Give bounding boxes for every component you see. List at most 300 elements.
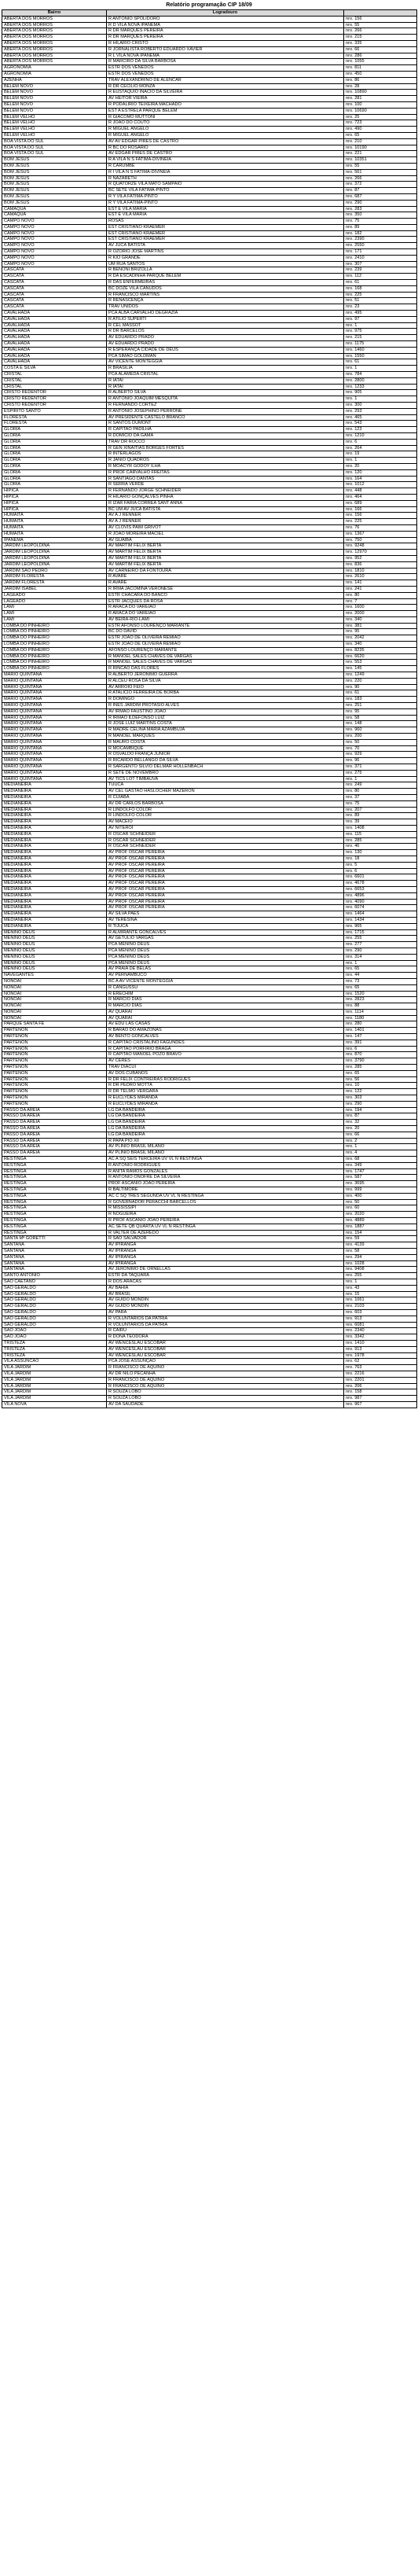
cell-logradouro: AV QUARAI: [107, 1015, 344, 1021]
table-row: [2, 274, 417, 280]
cell-logradouro: AV PERNAMBUCO: [107, 973, 344, 979]
cell-logradouro: R CAPITAO MANOEL POZO BRAVO: [107, 1052, 344, 1058]
cell-bairro: GLORIA: [2, 439, 107, 445]
cell-logradouro: R RICARDO BELLANGO DA SILVA: [107, 758, 344, 764]
table-row: [2, 605, 417, 611]
table-row: [2, 285, 417, 292]
cell-bairro: BELEM VELHO: [2, 114, 107, 120]
cell-logradouro: AV GUAIBA: [107, 537, 344, 543]
cell-bairro: RESTINGA: [2, 1199, 107, 1205]
cell-numero: nro. 350: [344, 212, 417, 219]
cell-bairro: AGRONOMIA: [2, 71, 107, 77]
cell-logradouro: R MOACYR GODOY ILHA: [107, 463, 344, 469]
cell-numero: nro. 97: [344, 316, 417, 322]
cell-numero: nro. 952: [344, 555, 417, 561]
table-row: [2, 469, 417, 476]
cell-logradouro: R KIO GRANDE: [107, 255, 344, 261]
cell-numero: nro. 147: [344, 1034, 417, 1040]
table-row: [2, 408, 417, 414]
cell-logradouro: R OSCAR SCHNEIDER: [107, 831, 344, 837]
table-row: [2, 1316, 417, 1322]
cell-bairro: MARIO QUINTANA: [2, 758, 107, 764]
table-row: [2, 96, 417, 102]
table-row: [2, 1157, 417, 1163]
table-row: [2, 1205, 417, 1212]
cell-bairro: MENINO DEUS: [2, 929, 107, 936]
table-row: [2, 1304, 417, 1310]
cell-bairro: MARIO QUINTANA: [2, 752, 107, 758]
table-row: [2, 329, 417, 335]
cell-logradouro: AV IPIRANGA: [107, 1260, 344, 1267]
table-row: [2, 690, 417, 697]
cell-bairro: RESTINGA: [2, 1181, 107, 1187]
table-row: [2, 188, 417, 194]
cell-bairro: MARIO QUINTANA: [2, 708, 107, 715]
cell-numero: nro. 1747: [344, 1168, 417, 1175]
cell-bairro: MENINO DEUS: [2, 936, 107, 942]
cell-logradouro: LG DA BANDEIRA: [107, 1132, 344, 1138]
cell-logradouro: R MISSISSIPI: [107, 1205, 344, 1212]
cell-numero: nro. 182: [344, 230, 417, 237]
cell-logradouro: R I VILA N S FATIMA-DIVINEIA: [107, 169, 344, 175]
cell-numero: nro. 166: [344, 506, 417, 513]
table-row: [2, 482, 417, 488]
cell-numero: nro. 448: [344, 488, 417, 495]
cell-bairro: SANTANA: [2, 1267, 107, 1273]
cell-logradouro: LG DA BANDEIRA: [107, 1126, 344, 1132]
header-numero: [344, 10, 417, 17]
cell-bairro: BOM JESUS: [2, 175, 107, 182]
cell-bairro: GLORIA: [2, 476, 107, 482]
table-row: [2, 151, 417, 157]
table-row: [2, 1291, 417, 1297]
cell-numero: nro. 20: [344, 463, 417, 469]
cell-logradouro: AV QUARAI: [107, 1009, 344, 1015]
cell-bairro: HUMAITA: [2, 524, 107, 531]
table-row: [2, 372, 417, 378]
cell-logradouro: R DR TELMO VERGARA: [107, 1089, 344, 1095]
cell-numero: nro. 4896: [344, 892, 417, 899]
table-row: [2, 77, 417, 83]
cell-numero: nro. 1: [344, 1279, 417, 1285]
cell-numero: nro. 56: [344, 1076, 417, 1083]
cell-logradouro: R SANTIAGO DANTAS: [107, 476, 344, 482]
cell-bairro: MEDIANEIRA: [2, 807, 107, 813]
table-row: [2, 1248, 417, 1254]
cell-logradouro: R HILARIO CRISTO: [107, 40, 344, 46]
table-row: [2, 1254, 417, 1260]
cell-bairro: LOMBA DO PINHEIRO: [2, 653, 107, 660]
cell-logradouro: ESTR DOS VENEDOS: [107, 71, 344, 77]
table-row: [2, 776, 417, 782]
cell-logradouro: AV CARNEIRO DA FONTOURA: [107, 568, 344, 574]
table-row: [2, 1132, 417, 1138]
cell-logradouro: R SARGENTO SILVIO DELMAR HOLLENBACH: [107, 764, 344, 771]
cell-bairro: SAO JOAO: [2, 1334, 107, 1341]
cell-logradouro: AV NITEROI: [107, 825, 344, 831]
table-row: [2, 703, 417, 709]
table-row: [2, 1285, 417, 1291]
cell-logradouro: R SANTOS DUMONT: [107, 421, 344, 427]
cell-bairro: LAMI: [2, 616, 107, 623]
table-row: [2, 1015, 417, 1021]
cell-bairro: MEDIANEIRA: [2, 905, 107, 911]
table-row: [2, 120, 417, 127]
table-row: [2, 660, 417, 666]
cell-logradouro: R MANOEL SALES CHAVES DE VARGAS: [107, 653, 344, 660]
cell-bairro: HIPICA: [2, 506, 107, 513]
cell-bairro: RESTINGA: [2, 1168, 107, 1175]
table-row: [2, 568, 417, 574]
cell-logradouro: R DOS ARACAS: [107, 1279, 344, 1285]
cell-numero: nro. 6: [344, 439, 417, 445]
table-row: [2, 169, 417, 175]
cell-bairro: MARIO QUINTANA: [2, 715, 107, 721]
cell-bairro: MENINO DEUS: [2, 966, 107, 973]
cell-numero: nro. 43: [344, 1285, 417, 1291]
cell-logradouro: PCA MENINO DEUS: [107, 942, 344, 948]
cell-numero: nro. 37: [344, 795, 417, 801]
cell-bairro: AGRONOMIA: [2, 65, 107, 72]
cell-logradouro: AV BENTO GONCALVES: [107, 1034, 344, 1040]
cell-bairro: CRISTO REDENTOR: [2, 390, 107, 396]
cell-bairro: BOM JESUS: [2, 200, 107, 206]
table-row: [2, 807, 417, 813]
cell-logradouro: R PROF CARVALHO FREITAS: [107, 469, 344, 476]
cell-bairro: GLORIA: [2, 427, 107, 433]
cell-bairro: PASSO DA AREIA: [2, 1138, 107, 1144]
cell-bairro: BELEM NOVO: [2, 90, 107, 96]
cell-numero: nro. 1: [344, 322, 417, 329]
table-row: [2, 899, 417, 905]
cell-bairro: PARTENON: [2, 1046, 107, 1052]
cell-numero: nro. 123: [344, 427, 417, 433]
cell-numero: nro. 10890: [344, 90, 417, 96]
cell-logradouro: R ANTONIO SPOLIDORO: [107, 16, 344, 22]
cell-logradouro: R OSVALDO FRANÇA JUNIOR: [107, 752, 344, 758]
cell-bairro: RESTINGA: [2, 1205, 107, 1212]
table-row: [2, 844, 417, 850]
cell-logradouro: R GIACOMO MUTTONI: [107, 114, 344, 120]
cell-logradouro: ESTR DA TAQUARA: [107, 1273, 344, 1279]
table-row: [2, 243, 417, 249]
table-row: [2, 219, 417, 225]
cell-bairro: GLORIA: [2, 432, 107, 439]
cell-bairro: CASCATA: [2, 298, 107, 304]
cell-logradouro: R JANIO QUADROS: [107, 458, 344, 464]
cell-bairro: PARTENON: [2, 1089, 107, 1095]
table-row: [2, 923, 417, 929]
cell-numero: nro. 32: [344, 1120, 417, 1126]
cell-logradouro: ESTR DOS VENEDOS: [107, 65, 344, 72]
cell-bairro: CAMPO NOVO: [2, 219, 107, 225]
cell-logradouro: EST A ESTRELA PARQUE BELEM: [107, 108, 344, 114]
cell-bairro: CAVALHADA: [2, 311, 107, 317]
cell-bairro: CAMPO NOVO: [2, 249, 107, 256]
cell-bairro: BELEM NOVO: [2, 108, 107, 114]
table-row: [2, 132, 417, 138]
table-row: [2, 616, 417, 623]
cell-logradouro: AV IRMAO FAUSTINO JOAO: [107, 708, 344, 715]
cell-numero: nro. 1410: [344, 1340, 417, 1346]
table-row: [2, 359, 417, 366]
cell-bairro: PARTENON: [2, 1040, 107, 1046]
table-row: [2, 1089, 417, 1095]
cell-bairro: JARDIM LEOPOLDINA: [2, 561, 107, 568]
cell-numero: nro. 20: [344, 1126, 417, 1132]
cell-numero: nro. 9408: [344, 1267, 417, 1273]
cell-logradouro: R CEL MASSOT: [107, 322, 344, 329]
cell-numero: nro. 241: [344, 586, 417, 592]
table-row: [2, 193, 417, 200]
cell-numero: nro. 1055: [344, 59, 417, 65]
cell-logradouro: R DR BARCELOS: [107, 329, 344, 335]
cell-numero: nro. 1012: [344, 482, 417, 488]
cell-bairro: HUMAITA: [2, 519, 107, 525]
cell-logradouro: R VALTER DE AZEREDO: [107, 1230, 344, 1236]
table-row: [2, 316, 417, 322]
cell-bairro: PARTENON: [2, 1052, 107, 1058]
cell-numero: nro. 58: [344, 1248, 417, 1254]
table-row: [2, 292, 417, 298]
cell-numero: nro. 154: [344, 1230, 417, 1236]
table-row: [2, 445, 417, 451]
cell-logradouro: R RINCAO DAS FLORES: [107, 666, 344, 672]
cell-bairro: CASCATA: [2, 267, 107, 274]
cell-numero: nro. 280: [344, 1021, 417, 1028]
cell-logradouro: R EUCLYDES MIRANDA: [107, 1101, 344, 1107]
cell-numero: nro. 115: [344, 831, 417, 837]
cell-logradouro: AV CERES: [107, 1058, 344, 1065]
cell-bairro: SANTANA: [2, 1248, 107, 1254]
table-row: [2, 439, 417, 445]
cell-bairro: MARIO QUINTANA: [2, 690, 107, 697]
cell-bairro: CAMAQUÃ: [2, 206, 107, 212]
table-row: [2, 114, 417, 120]
cell-logradouro: TUUCA: [107, 782, 344, 789]
cell-numero: nro. 87: [344, 1113, 417, 1120]
cell-bairro: PASSO DA AREIA: [2, 1132, 107, 1138]
cell-numero: nro. 1: [344, 396, 417, 403]
cell-numero: nro. 61: [344, 280, 417, 286]
cell-numero: nro. 88: [344, 1003, 417, 1010]
cell-logradouro: R ARACA DO VAREIAO: [107, 611, 344, 617]
cell-numero: nro. 1: [344, 960, 417, 966]
cell-logradouro: R AVARE: [107, 574, 344, 580]
cell-logradouro: R DR MARQUES PEREIRA: [107, 28, 344, 35]
cell-numero: nro. 19: [344, 451, 417, 458]
table-row: [2, 819, 417, 826]
cell-bairro: JARDIM LEOPOLDINA: [2, 550, 107, 556]
cell-bairro: NONOAI: [2, 984, 107, 991]
cell-logradouro: AV BEIRA-RIO-LAMI: [107, 616, 344, 623]
cell-bairro: RESTINGA: [2, 1224, 107, 1230]
cell-numero: nro. 335: [344, 40, 417, 46]
cell-numero: nro. 905: [344, 390, 417, 396]
cell-bairro: PARTENON: [2, 1065, 107, 1071]
table-row: [2, 1040, 417, 1046]
cell-numero: nro. 70: [344, 745, 417, 752]
table-row: [2, 1193, 417, 1199]
cell-logradouro: R MARCIRO DA SILVA BARBOSA: [107, 59, 344, 65]
table-row: [2, 1389, 417, 1396]
cell-bairro: BOM JESUS: [2, 163, 107, 169]
cell-bairro: PARTENON: [2, 1028, 107, 1034]
cell-numero: nro. 145: [344, 666, 417, 672]
cell-logradouro: AV MARTIM FELIX BERTA: [107, 543, 344, 550]
cell-logradouro: UM RUA SANTOS: [107, 261, 344, 267]
cell-numero: nro. 293: [344, 408, 417, 414]
cell-numero: nro. 28: [344, 83, 417, 90]
cell-bairro: BELEM VELHO: [2, 120, 107, 127]
cell-logradouro: R BC DO ROSARIO: [107, 145, 344, 151]
cell-numero: nro. 913: [344, 1316, 417, 1322]
table-row: [2, 377, 417, 384]
cell-bairro: CASCATA: [2, 292, 107, 298]
cell-numero: nro. 1: [344, 366, 417, 372]
table-row: [2, 1346, 417, 1352]
table-row: [2, 280, 417, 286]
cell-bairro: MARIO QUINTANA: [2, 697, 107, 703]
table-row: [2, 1279, 417, 1285]
table-row: [2, 531, 417, 537]
cell-numero: nro. 391: [344, 1040, 417, 1046]
cell-bairro: SAO CAETANO: [2, 1279, 107, 1285]
table-row: [2, 1212, 417, 1218]
report-title: Relatório programação CIP 18/09: [166, 2, 252, 8]
cell-logradouro: R EUSTAQUIO INACIO DA SILVEIRA: [107, 90, 344, 96]
cell-numero: nro. 148: [344, 721, 417, 727]
cell-bairro: BOM JESUS: [2, 157, 107, 164]
table-row: [2, 856, 417, 862]
cell-logradouro: R DA ESCADINHA PARQUE BELEM: [107, 274, 344, 280]
table-row: [2, 653, 417, 660]
cell-logradouro: LG DA BANDEIRA: [107, 1113, 344, 1120]
cell-numero: nro. 561: [344, 169, 417, 175]
cell-bairro: ABERTA DOS MORROS: [2, 46, 107, 53]
cell-logradouro: AV BRASIL: [107, 1291, 344, 1297]
cell-logradouro: AV VICENTE MONTEGGIA: [107, 359, 344, 366]
cell-bairro: CRISTO REDENTOR: [2, 396, 107, 403]
table-row: [2, 537, 417, 543]
cell-logradouro: R CUIABA: [107, 795, 344, 801]
table-row: [2, 672, 417, 679]
table-row: [2, 230, 417, 237]
cell-numero: nro. 307: [344, 261, 417, 267]
table-row: [2, 182, 417, 188]
cell-numero: nro. 870: [344, 1052, 417, 1058]
cell-numero: nro. 1367: [344, 531, 417, 537]
cell-logradouro: R SETE DE NOVEMBRO: [107, 770, 344, 776]
cell-bairro: PASSO DA AREIA: [2, 1144, 107, 1150]
cell-bairro: LOMBA DO PINHEIRO: [2, 623, 107, 629]
cell-logradouro: AV CEL GASTAO HASLOCHER MAZERON: [107, 789, 344, 795]
cell-bairro: BOM JESUS: [2, 169, 107, 175]
cell-numero: nro. 10190: [344, 145, 417, 151]
cell-logradouro: AV DOS CUBANOS: [107, 1070, 344, 1076]
cell-numero: nro. 10: [344, 1083, 417, 1089]
table-row: [2, 874, 417, 881]
table-row: [2, 157, 417, 164]
table-row: [2, 224, 417, 230]
cell-bairro: MEDIANEIRA: [2, 868, 107, 874]
table-row: [2, 1168, 417, 1175]
table-row: [2, 90, 417, 96]
report-table-wrapper: [2, 9, 417, 1408]
cell-logradouro: R SOUZA LOBO: [107, 1389, 344, 1396]
cell-numero: nro. 314: [344, 954, 417, 960]
cell-numero: nro. 12970: [344, 550, 417, 556]
cell-numero: nro. 220: [344, 678, 417, 684]
cell-bairro: CAVALHADA: [2, 347, 107, 353]
cell-logradouro: AV WENCESLAU ESCOBAR: [107, 1340, 344, 1346]
cell-bairro: SANTO ANTONIO: [2, 1273, 107, 1279]
table-row: [2, 1107, 417, 1113]
cell-bairro: MARIO QUINTANA: [2, 672, 107, 679]
table-row: [2, 684, 417, 690]
cell-logradouro: AC C SQ TRÊS SEGUNDA UV VL N RESTINGA: [107, 1193, 344, 1199]
cell-numero: nro. 58: [344, 715, 417, 721]
table-row: [2, 476, 417, 482]
cell-bairro: RESTINGA: [2, 1193, 107, 1199]
cell-numero: nro. 23: [344, 304, 417, 311]
cell-bairro: MEDIANEIRA: [2, 892, 107, 899]
cell-numero: nro. 90: [344, 684, 417, 690]
cell-numero: nro. 1028: [344, 1260, 417, 1267]
cell-numero: nro. 929: [344, 752, 417, 758]
cell-logradouro: EST CRISTIANO KRAEMER: [107, 237, 344, 243]
table-row: [2, 163, 417, 169]
cell-numero: nro. 4678: [344, 881, 417, 887]
cell-bairro: VILA JARDIM: [2, 1377, 107, 1383]
cell-bairro: CAVALHADA: [2, 335, 107, 341]
cell-bairro: PARQUE SANTA FE: [2, 1021, 107, 1028]
header-bairro: Bairro: [2, 10, 107, 17]
cell-numero: nro. 215: [344, 35, 417, 41]
cell-numero: nro. 285: [344, 1065, 417, 1071]
cell-numero: nro. 50: [344, 739, 417, 745]
cell-logradouro: AV MARTIM FELIX BERTA: [107, 555, 344, 561]
table-row: [2, 1328, 417, 1334]
cell-bairro: GLORIA: [2, 482, 107, 488]
cell-numero: nro. 66: [344, 1132, 417, 1138]
cell-bairro: MARIO QUINTANA: [2, 734, 107, 740]
cell-bairro: MEDIANEIRA: [2, 837, 107, 844]
cell-bairro: RESTINGA: [2, 1230, 107, 1236]
table-row: [2, 451, 417, 458]
table-row: [2, 555, 417, 561]
cell-logradouro: AV PRAIA DE BELAS: [107, 966, 344, 973]
cell-numero: nro. 450: [344, 71, 417, 77]
cell-logradouro: BC DOZE VILA CANUDOS: [107, 285, 344, 292]
cell-logradouro: R EUCLYDES MIRANDA: [107, 1095, 344, 1102]
cell-numero: nro. 207: [344, 807, 417, 813]
table-row: [2, 53, 417, 59]
cell-numero: nro. 112: [344, 274, 417, 280]
cell-bairro: MENINO DEUS: [2, 942, 107, 948]
cell-numero: nro. 75: [344, 800, 417, 807]
cell-bairro: NONOAI: [2, 978, 107, 984]
cell-logradouro: R MARCIO DIAS: [107, 1003, 344, 1010]
cell-logradouro: R IRMAO ILDEFONSO LUIZ: [107, 715, 344, 721]
cell-numero: nro. 44: [344, 973, 417, 979]
cell-numero: nro. 264: [344, 445, 417, 451]
cell-bairro: CAMAQUÃ: [2, 212, 107, 219]
table-row: [2, 335, 417, 341]
cell-numero: nro. 86: [344, 77, 417, 83]
cell-logradouro: EST CRISTIANO KRAEMER: [107, 230, 344, 237]
table-row: [2, 341, 417, 348]
